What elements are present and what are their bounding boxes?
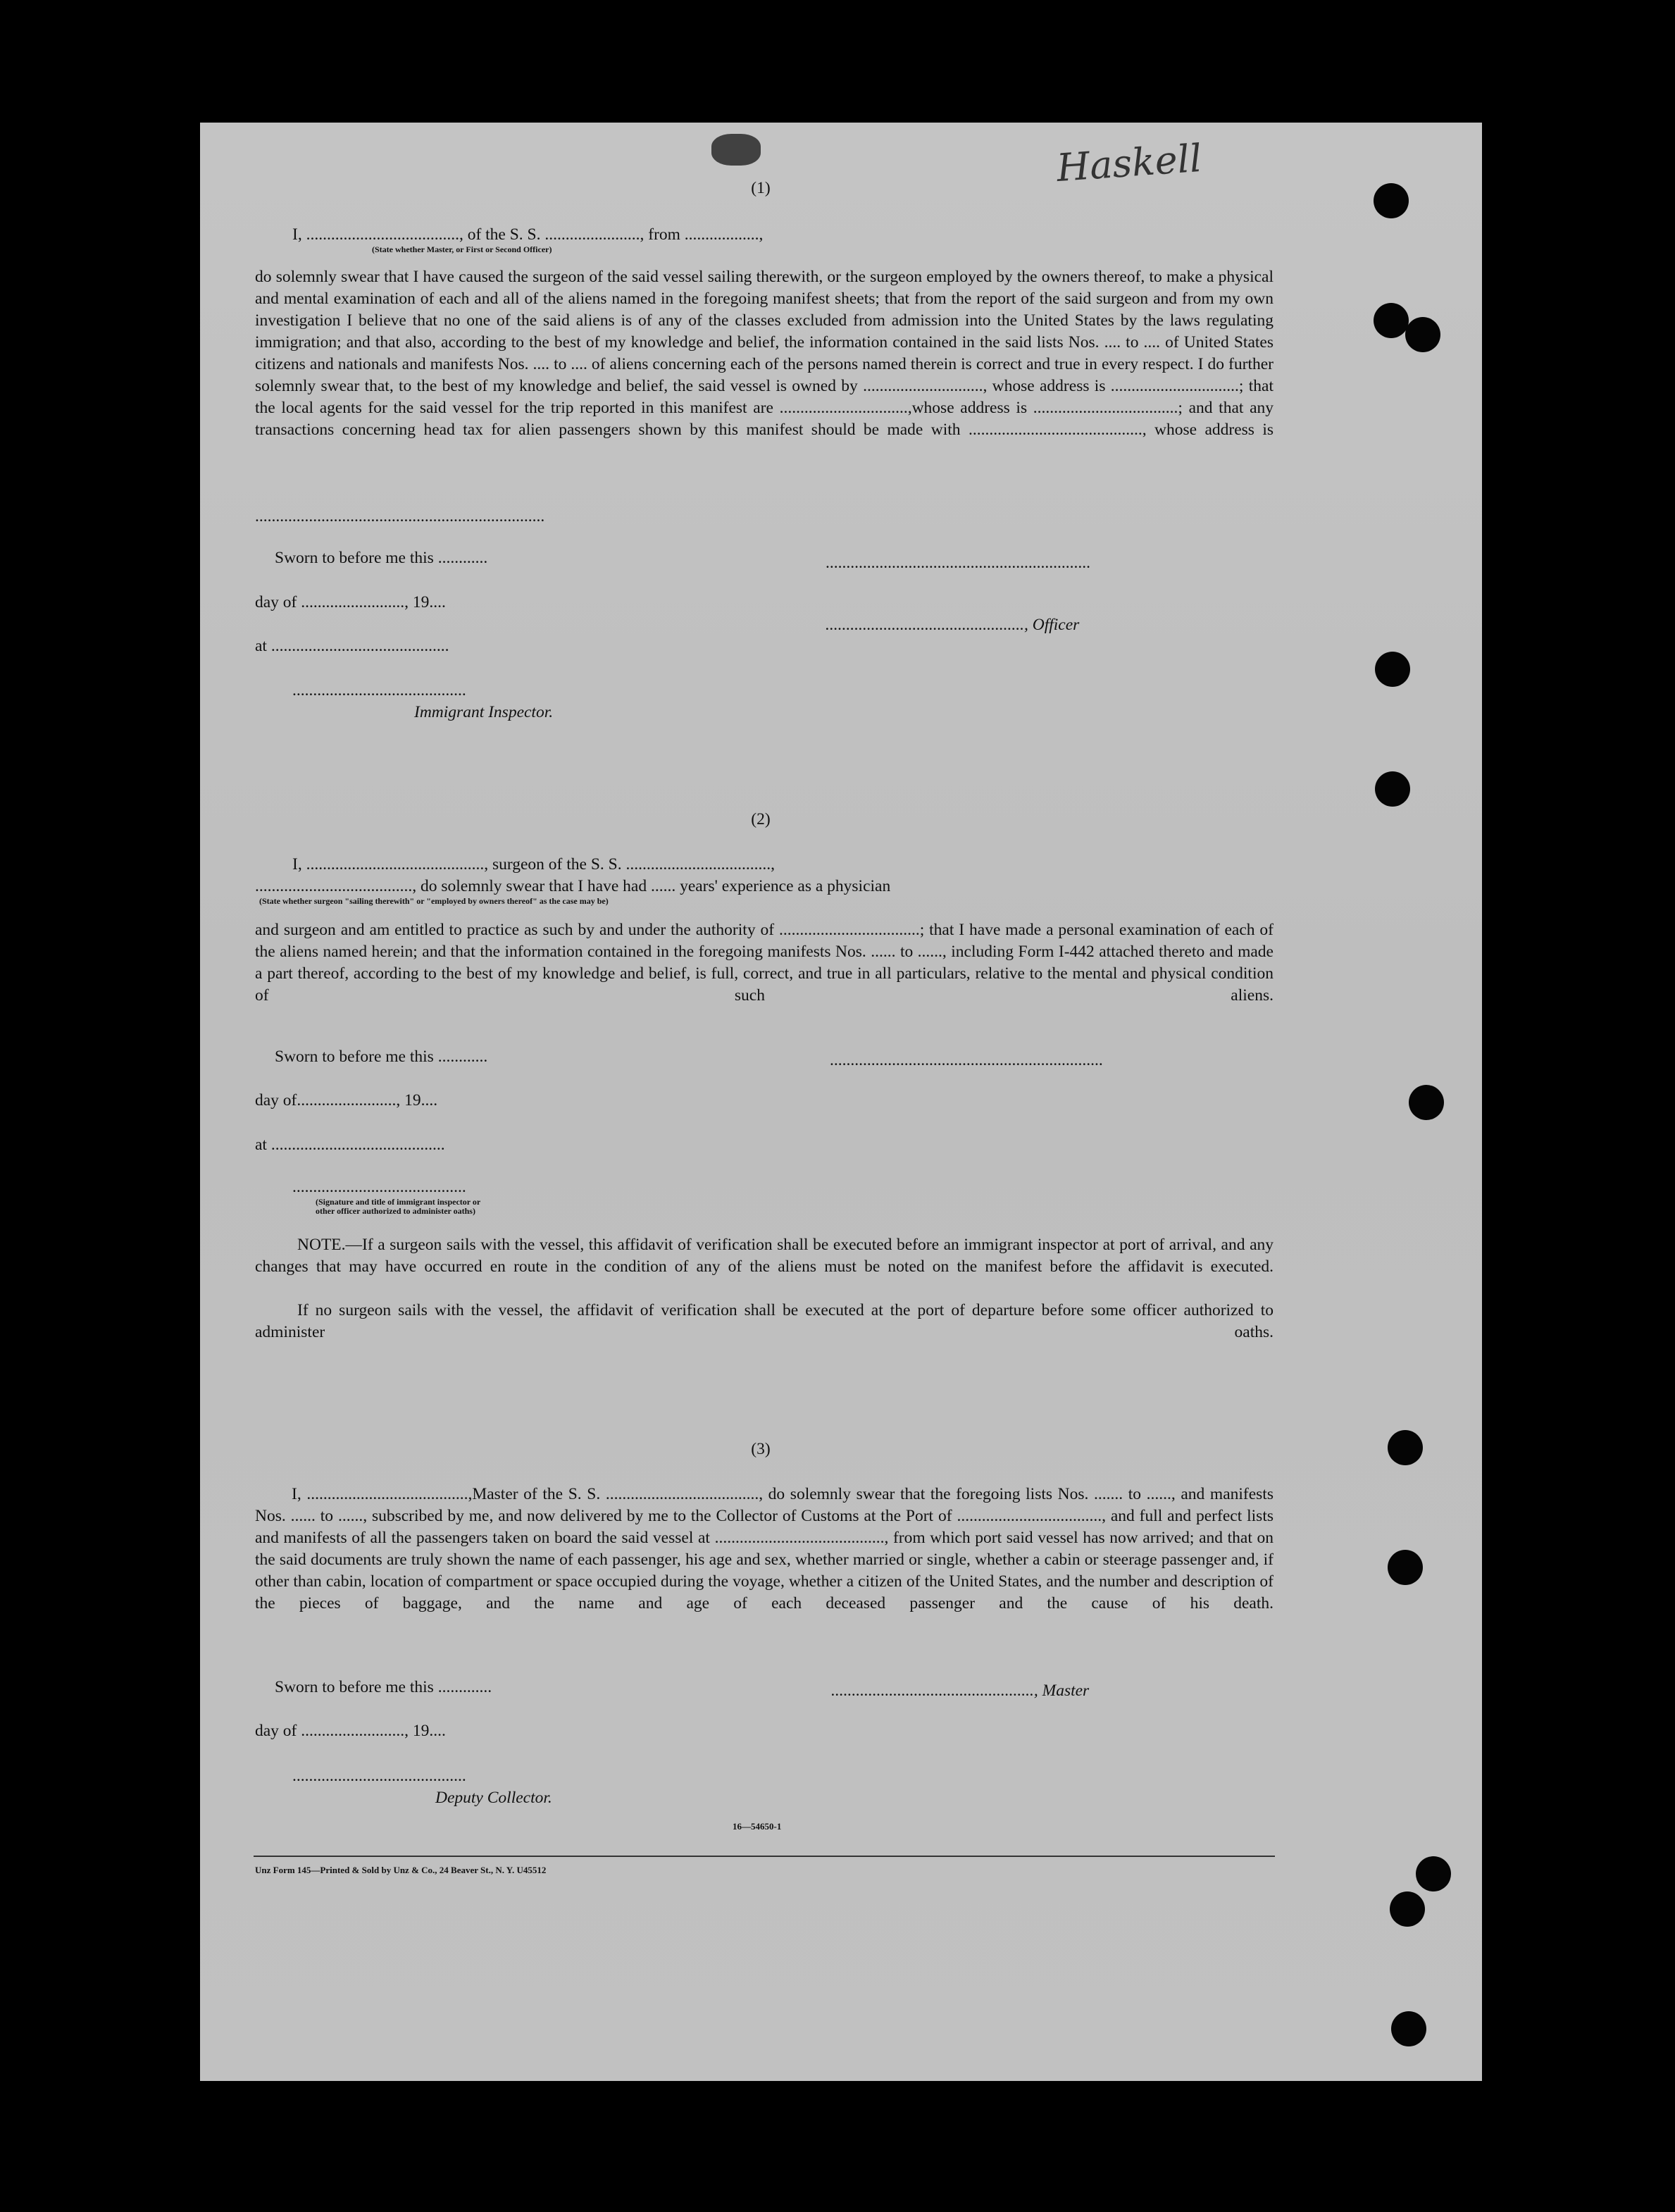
section-3-number: (3) [751, 1440, 771, 1458]
printer-line: Unz Form 145—Printed & Sold by Unz & Co., 24 Beaver St., N. Y. U45512 [255, 1865, 547, 1875]
punch-hole [1388, 1430, 1423, 1465]
section-3-signature-dots: .......................................... [292, 1767, 466, 1785]
section-2-number: (2) [751, 810, 771, 828]
section-3-body: I, .......................................,Master of the S. S. ....................................., do solemnly swear that the foregoing lists Nos. ....... to ......, and manifests Nos. ...... to ......, subscribed by me, and now delivered by me to the Collector of Customs at the Port of ..................................., and full and perfect lists and manifests of all the passengers taken on board the said vessel at ........................................., from which port said vessel has now arrived; and that on the said documents are truly shown the name of each passenger, his age and sex, whether married or single, whether a cabin or steerage passenger and, if other than cabin, location of compartment or space occupied during the voyage, whether a citizen of the United States, and the number and description of the pieces of baggage, and the name and age of each deceased passenger and the cause of his death. [255, 1485, 1274, 1613]
section-1-signature-dots: .......................................... [292, 681, 466, 700]
section-2-body: and surgeon and am entitled to practice as such by and under the authority of ..................................; that I have made a personal examination of each of the aliens named herein; and that the information contained in the foregoing manifests Nos. ...... to ......, including Form I-442 attached thereto and made a part thereof, according to the best of my knowledge and belief, is full, correct, and true in all particulars, relative to the mental and physical condition of such aliens. [255, 921, 1274, 1005]
section-3-master-line: ................................................., Master [831, 1682, 1090, 1700]
section-1-day: day of ........................., 19.... [255, 593, 446, 611]
section-2-signature-note-2: other officer authorized to administer oaths) [316, 1206, 475, 1216]
punch-hole [1374, 183, 1409, 218]
punch-hole [1409, 1085, 1444, 1120]
section-1-oath-line: I, ....................................., of the S. S. ......................., from .................., [292, 225, 764, 244]
form-code: 16—54650-1 [733, 1821, 782, 1832]
footer-rule [254, 1856, 1275, 1857]
punch-hole [1405, 317, 1440, 352]
section-2-signature-dots: .......................................... [292, 1178, 466, 1196]
section-1-sub-note: (State whether Master, or First or Second Officer) [372, 244, 552, 254]
section-1-inspector-label: Immigrant Inspector. [414, 703, 554, 721]
section-2-signature-note-1: (Signature and title of immigrant inspector or [316, 1197, 481, 1207]
note-paragraph-2: If no surgeon sails with the vessel, the affidavit of verification shall be executed at the port of departure before some officer authorized to administer oaths. [255, 1301, 1274, 1341]
stamp-mark [711, 134, 761, 166]
section-3-sworn: Sworn to before me this ............. [275, 1678, 492, 1696]
section-3-collector-label: Deputy Collector. [435, 1789, 552, 1807]
punch-hole [1391, 2011, 1426, 2046]
section-3-day: day of ........................., 19.... [255, 1722, 446, 1740]
punch-hole [1390, 1891, 1425, 1927]
punch-hole [1374, 303, 1409, 338]
section-1-at: at ........................................... [255, 637, 449, 655]
section-2-sworn: Sworn to before me this ............ [275, 1048, 488, 1066]
section-1-officer-signature-dots: ................................................................ [826, 554, 1090, 572]
section-2-day: day of........................, 19.... [255, 1091, 438, 1110]
punch-hole [1416, 1856, 1451, 1891]
section-2-at: at .......................................... [255, 1136, 445, 1154]
section-1-trailing-dots: ...................................................................... [255, 507, 545, 526]
note-paragraph-1: NOTE.—If a surgeon sails with the vessel, this affidavit of verification shall be executed before an immigrant inspector at port of arrival, and any changes that may have occurred en route in the condition of any of the aliens must be noted on the manifest before the affidavit is executed. [255, 1236, 1274, 1276]
section-1-body: do solemnly swear that I have caused the surgeon of the said vessel sailing therewith, or the surgeon employed by the owners thereof, to make a physical and mental examination of each and all of the aliens named in the foregoing manifest sheets; that from the report of the said surgeon and from my own investigation I believe that no one of the said aliens is of any of the classes excluded from admission into the United States by the laws regulating immigration; and that also, according to the best of my knowledge and belief, the information contained in the said lists Nos. .... to .... of United States citizens and nationals and manifests Nos. .... to .... of aliens concerning each of the persons named therein is correct and true in every respect. I do further solemnly swear that, to the best of my knowledge and belief, the said vessel is owned by ............................., whose address is ...............................; that the local agents for the said vessel for the trip reported in this manifest are ...............................,whose address is ...................................; and that any transactions concerning head tax for alien passengers shown by this manifest should be made with .........................................., whose address is [255, 268, 1274, 439]
punch-hole [1388, 1550, 1423, 1585]
section-1-number: (1) [751, 179, 771, 197]
punch-hole [1375, 771, 1410, 807]
section-2-oath-line: I, ..........................................., surgeon of the S. S. ..................................., [292, 855, 775, 874]
section-2-sub-note: (State whether surgeon "sailing therewith" or "employed by owners thereof" as the case may be) [259, 896, 609, 906]
section-2-surgeon-signature-dots: .................................................................. [830, 1051, 1103, 1069]
section-1-officer-line: ................................................, Officer [826, 616, 1080, 634]
section-2-oath-line-2: ......................................, do solemnly swear that I have had ...... years' experience as a physician [255, 877, 891, 895]
handwritten-name: Haskell [1055, 135, 1204, 191]
punch-hole [1375, 652, 1410, 687]
section-1-sworn: Sworn to before me this ............ [275, 549, 488, 567]
